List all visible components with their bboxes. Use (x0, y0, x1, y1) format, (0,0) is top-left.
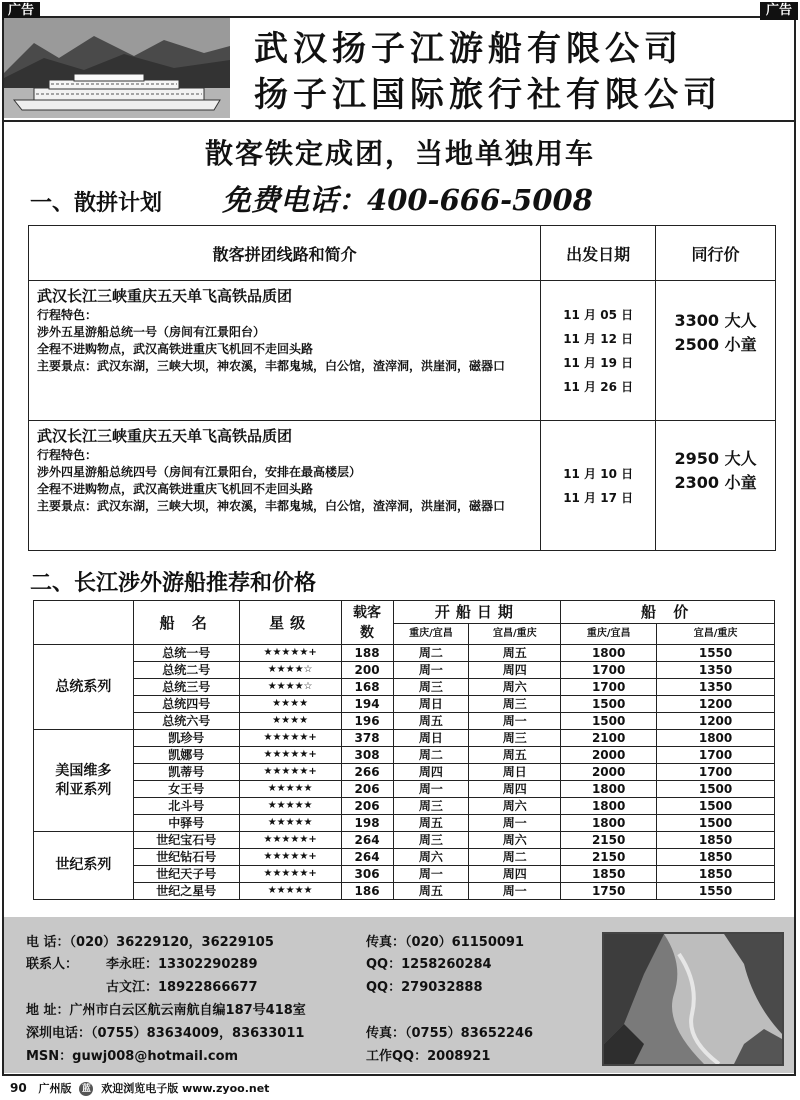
ship-name: 北斗号 (133, 798, 239, 815)
ship-star: ★★★★★ (239, 815, 341, 832)
ship-capacity: 188 (341, 645, 393, 662)
cruise-row (34, 781, 775, 798)
contact-fax: 传真：（020）61150091 (366, 935, 524, 950)
footer-badge-icon (79, 1082, 93, 1096)
price-up: 1550 (657, 883, 775, 900)
sail-day-down: 周一 (393, 662, 469, 679)
price-down: 2150 (561, 849, 657, 866)
ship-star: ★★★★ (239, 696, 341, 713)
ship-name: 中驿号 (133, 815, 239, 832)
tour-price (656, 281, 776, 421)
price-up: 1200 (657, 713, 775, 730)
ship-capacity: 196 (341, 713, 393, 730)
cruise-row (34, 713, 775, 730)
ship-name: 世纪宝石号 (133, 832, 239, 849)
tour-price-adult: 3300 大人 (674, 311, 757, 330)
price-down: 2150 (561, 832, 657, 849)
price-down: 2100 (561, 730, 657, 747)
tour-header-route: 散客拼团线路和简介 (29, 226, 541, 281)
ship-capacity: 206 (341, 798, 393, 815)
company-name-2: 扬子江国际旅行社有限公司 (254, 75, 722, 115)
sail-day-up: 周三 (469, 730, 561, 747)
ship-capacity: 306 (341, 866, 393, 883)
contact-sz-tel: 深圳电话：（0755）83634009，83633011 (26, 1026, 305, 1041)
tour-date: 11 月 26 日 (563, 379, 634, 394)
cruise-row (34, 730, 775, 747)
header-series-blank (34, 601, 134, 645)
cruise-price-table (33, 600, 775, 900)
price-up: 1850 (657, 832, 775, 849)
ship-star: ★★★★★+ (239, 866, 341, 883)
sail-day-up: 周一 (469, 815, 561, 832)
sail-day-down: 周六 (393, 849, 469, 866)
contact-person-1: 李永旺：13302290289 (106, 957, 258, 972)
sail-day-down: 周五 (393, 713, 469, 730)
sail-day-up: 周四 (469, 781, 561, 798)
free-phone-number: 400-666-5008 (367, 183, 593, 217)
contact-msn: MSN：guwj008@hotmail.com (26, 1049, 239, 1064)
sail-day-down: 周五 (393, 883, 469, 900)
price-down: 1700 (561, 679, 657, 696)
ship-name: 总统六号 (133, 713, 239, 730)
header (4, 18, 794, 122)
series-name (34, 730, 134, 832)
tour-feature-label: 行程特色： (37, 308, 98, 322)
price-down: 1800 (561, 645, 657, 662)
tour-table-header (29, 226, 776, 281)
footer-badge-text: 蓝 (81, 1084, 91, 1094)
ship-name: 总统二号 (133, 662, 239, 679)
cruise-row (34, 645, 775, 662)
ship-star: ★★★★☆ (239, 662, 341, 679)
price-up: 1350 (657, 679, 775, 696)
header-sailing: 开船日期 (393, 601, 561, 624)
ship-capacity: 198 (341, 815, 393, 832)
price-down: 2000 (561, 747, 657, 764)
sail-day-up: 周五 (469, 645, 561, 662)
free-phone (222, 178, 593, 219)
ship-capacity: 168 (341, 679, 393, 696)
sail-day-down: 周三 (393, 832, 469, 849)
sail-day-down: 周二 (393, 645, 469, 662)
sail-day-down: 周三 (393, 679, 469, 696)
cruise-row (34, 815, 775, 832)
tour-route-title: 武汉长江三峡重庆五天单飞高铁品质团 (37, 427, 293, 445)
ship-name: 世纪钻石号 (133, 849, 239, 866)
ship-name: 凯蒂号 (133, 764, 239, 781)
tour-date: 11 月 17 日 (563, 490, 634, 505)
tour-plan-table (28, 225, 776, 551)
tour-line: 涉外四星游船总统四号（房间有江景阳台，安排在最高楼层） (37, 465, 362, 479)
ship-name: 女王号 (133, 781, 239, 798)
tour-header-date: 出发日期 (541, 226, 656, 281)
price-up: 1850 (657, 849, 775, 866)
ship-star: ★★★★★+ (239, 747, 341, 764)
ship-capacity: 308 (341, 747, 393, 764)
series-name-line: 利亚系列 (55, 781, 112, 798)
cruise-row (34, 764, 775, 781)
website-link[interactable]: 欢迎浏览电子版 www.zyoo.net (101, 1082, 270, 1095)
ship-name: 世纪天子号 (133, 866, 239, 883)
company-name-1: 武汉扬子江游船有限公司 (254, 29, 683, 69)
price-down: 1750 (561, 883, 657, 900)
tour-date: 11 月 05 日 (563, 307, 634, 322)
contact-tel: 电 话：（020）36229120，36229105 (26, 935, 274, 950)
series-name: 世纪系列 (34, 832, 134, 900)
tour-route-info (29, 281, 541, 421)
contact-address: 地 址：广州市白云区航云南航自编187号418室 (26, 1003, 306, 1018)
header-capacity (341, 601, 393, 645)
price-up: 1500 (657, 798, 775, 815)
tour-line: 主要景点：武汉东湖，三峡大坝，神农溪，丰都鬼城，白公馆，渣滓洞，洪崖洞，磁器口 (37, 499, 506, 513)
header-sub-route: 重庆/宜昌 (561, 624, 657, 645)
cruise-row (34, 866, 775, 883)
contact-panel (4, 917, 794, 1073)
contact-sz-fax: 传真：（0755）83652246 (366, 1026, 534, 1041)
contact-work-qq: 工作QQ：2008921 (366, 1049, 491, 1064)
price-up: 1700 (657, 747, 775, 764)
ad-label-right: 广告 (760, 2, 798, 20)
price-up: 1350 (657, 662, 775, 679)
price-down: 1800 (561, 815, 657, 832)
header-sub-route: 宜昌/重庆 (469, 624, 561, 645)
free-phone-label: 免费电话： (222, 183, 368, 217)
series-name: 总统系列 (34, 645, 134, 730)
sail-day-down: 周一 (393, 866, 469, 883)
sail-day-down: 周日 (393, 730, 469, 747)
header-ship: 船 名 (133, 601, 239, 645)
price-up: 1500 (657, 781, 775, 798)
ship-name: 总统一号 (133, 645, 239, 662)
tour-route-title: 武汉长江三峡重庆五天单飞高铁品质团 (37, 287, 293, 305)
tour-date: 11 月 19 日 (563, 355, 634, 370)
section1-title: 一、散拼计划 (30, 191, 163, 216)
price-up: 1200 (657, 696, 775, 713)
ship-star: ★★★★★ (239, 798, 341, 815)
sail-day-up: 周六 (469, 679, 561, 696)
sail-day-down: 周二 (393, 747, 469, 764)
footer (10, 1080, 269, 1096)
cruise-header-row (34, 601, 775, 624)
series-name-line: 美国维多 (55, 762, 112, 779)
edition-label: 广州版 (38, 1082, 72, 1095)
sail-day-up: 周二 (469, 849, 561, 866)
contact-qq-1: QQ：1258260284 (366, 957, 492, 972)
price-down: 1500 (561, 696, 657, 713)
price-down: 1500 (561, 713, 657, 730)
slogan: 散客铁定成团，当地单独用车 (204, 137, 595, 170)
sail-day-down: 周四 (393, 764, 469, 781)
sail-day-up: 周一 (469, 883, 561, 900)
tour-line: 全程不进购物点，武汉高铁进重庆飞机回不走回头路 (37, 482, 314, 496)
tour-price-child: 2500 小童 (674, 335, 757, 354)
ship-star: ★★★★★+ (239, 764, 341, 781)
ship-name: 凯娜号 (133, 747, 239, 764)
header-sub-route: 宜昌/重庆 (657, 624, 775, 645)
ship-star: ★★★★★ (239, 883, 341, 900)
ship-star: ★★★★☆ (239, 679, 341, 696)
header-price: 船 价 (561, 601, 775, 624)
tour-price-child: 2300 小童 (674, 473, 757, 492)
ship-capacity: 264 (341, 849, 393, 866)
cruise-table-body (34, 645, 775, 900)
tour-date: 11 月 10 日 (563, 466, 634, 481)
header-star: 星级 (239, 601, 341, 645)
ship-capacity: 200 (341, 662, 393, 679)
sail-day-up: 周五 (469, 747, 561, 764)
sail-day-up: 周日 (469, 764, 561, 781)
section2-title: 二、长江涉外游船推荐和价格 (30, 571, 317, 596)
ship-star: ★★★★ (239, 713, 341, 730)
sail-day-down: 周三 (393, 798, 469, 815)
ship-star: ★★★★★ (239, 781, 341, 798)
price-up: 1850 (657, 866, 775, 883)
ship-capacity: 264 (341, 832, 393, 849)
tour-feature-label: 行程特色： (37, 448, 98, 462)
header-sub-route: 重庆/宜昌 (393, 624, 469, 645)
sail-day-up: 周六 (469, 832, 561, 849)
sail-day-up: 周一 (469, 713, 561, 730)
cruise-row (34, 883, 775, 900)
cruise-ship-photo (4, 18, 230, 118)
tour-line: 主要景点：武汉东湖，三峡大坝，神农溪，丰都鬼城，白公馆，渣滓洞，洪崖洞，磁器口 (37, 359, 506, 373)
ship-star: ★★★★★+ (239, 849, 341, 866)
tour-dates (541, 421, 656, 551)
tour-line: 涉外五星游船总统一号（房间有江景阳台） (37, 325, 266, 339)
cruise-row (34, 679, 775, 696)
ship-star: ★★★★★+ (239, 832, 341, 849)
river-gorge-photo (602, 932, 784, 1066)
tour-header-price: 同行价 (656, 226, 776, 281)
ship-capacity: 186 (341, 883, 393, 900)
contact-label: 联系人： (26, 957, 79, 972)
price-down: 1800 (561, 781, 657, 798)
ship-name: 凯珍号 (133, 730, 239, 747)
sail-day-down: 周日 (393, 696, 469, 713)
cruise-row (34, 747, 775, 764)
ship-capacity: 194 (341, 696, 393, 713)
tour-price (656, 421, 776, 551)
sail-day-up: 周四 (469, 866, 561, 883)
price-down: 1850 (561, 866, 657, 883)
ship-star: ★★★★★+ (239, 645, 341, 662)
ship-star: ★★★★★+ (239, 730, 341, 747)
cruise-row (34, 832, 775, 849)
tour-price-adult: 2950 大人 (674, 449, 757, 468)
ship-capacity: 266 (341, 764, 393, 781)
sail-day-down: 周一 (393, 781, 469, 798)
ship-name: 总统三号 (133, 679, 239, 696)
ship-capacity: 206 (341, 781, 393, 798)
tour-line: 全程不进购物点，武汉高铁进重庆飞机回不走回头路 (37, 342, 314, 356)
price-up: 1500 (657, 815, 775, 832)
contact-qq-2: QQ：279032888 (366, 980, 483, 995)
price-up: 1700 (657, 764, 775, 781)
cruise-row (34, 798, 775, 815)
tour-row (29, 421, 776, 551)
sail-day-down: 周五 (393, 815, 469, 832)
header-capacity-line1: 载客 (353, 604, 382, 621)
contact-person-2: 古文江：18922866677 (106, 980, 258, 995)
cruise-row (34, 849, 775, 866)
ship-name: 总统四号 (133, 696, 239, 713)
price-up: 1550 (657, 645, 775, 662)
sail-day-up: 周四 (469, 662, 561, 679)
price-up: 1800 (657, 730, 775, 747)
cruise-row (34, 696, 775, 713)
ship-name: 世纪之星号 (133, 883, 239, 900)
sail-day-up: 周三 (469, 696, 561, 713)
sail-day-up: 周六 (469, 798, 561, 815)
page-number: 90 (10, 1081, 27, 1095)
cruise-row (34, 662, 775, 679)
header-capacity-line2: 数 (360, 624, 375, 641)
price-down: 2000 (561, 764, 657, 781)
tour-date: 11 月 12 日 (563, 331, 634, 346)
ship-capacity: 378 (341, 730, 393, 747)
tour-row (29, 281, 776, 421)
tour-dates (541, 281, 656, 421)
price-down: 1700 (561, 662, 657, 679)
tour-route-info (29, 421, 541, 551)
ad-label-left: 广告 (2, 2, 40, 20)
price-down: 1800 (561, 798, 657, 815)
